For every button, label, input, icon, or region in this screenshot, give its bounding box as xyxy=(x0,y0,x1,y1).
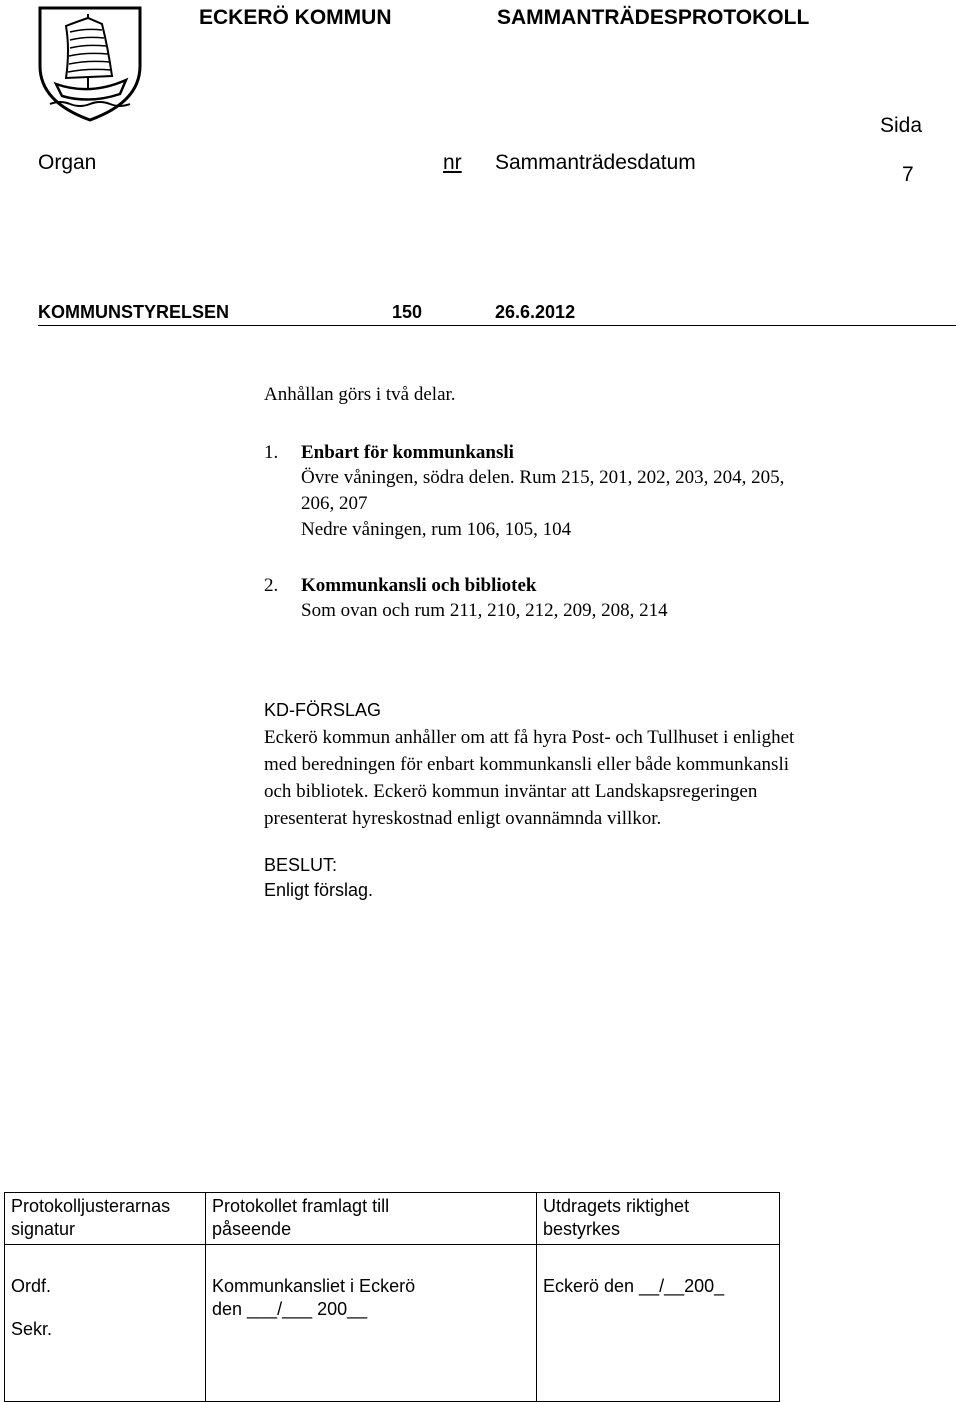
proposal-line: Eckerö kommun anhåller om att få hyra Post- och Tullhuset i enlighet xyxy=(264,727,795,748)
item-1-line: Övre våningen, södra delen. Rum 215, 201, 202, 203, 204, 205, xyxy=(301,467,785,488)
date-label: Sammanträdesdatum xyxy=(495,151,696,174)
item-1-title: Enbart för kommunkansli xyxy=(301,442,514,463)
footer-certified-label-1: Utdragets riktighet xyxy=(543,1196,690,1216)
municipality-name: ECKERÖ KOMMUN xyxy=(199,6,392,29)
footer-posted-cell xyxy=(206,1245,537,1402)
proposal-line: och bibliotek. Eckerö kommun inväntar att Landskapsregeringen xyxy=(264,781,758,802)
footer-header-certified xyxy=(537,1193,780,1245)
footer-posted-label-1: Protokollet framlagt till xyxy=(212,1196,390,1216)
posted-location: Kommunkansliet i Eckerö xyxy=(212,1276,416,1296)
footer-posted-label-2: påseende xyxy=(212,1219,292,1239)
item-2-title: Kommunkansli och bibliotek xyxy=(301,575,537,596)
footer-signature-cell xyxy=(5,1245,206,1402)
meta-number: 150 xyxy=(392,302,423,322)
signature-table xyxy=(4,1192,780,1402)
meta-organ: KOMMUNSTYRELSEN xyxy=(38,302,230,322)
organ-label: Organ xyxy=(38,151,97,174)
certified-date: Eckerö den __/__200_ xyxy=(543,1276,725,1296)
secretary-label: Sekr. xyxy=(11,1319,53,1339)
item-1-number: 1. xyxy=(264,442,279,463)
chair-label: Ordf. xyxy=(11,1276,52,1296)
footer-certified-label-2: bestyrkes xyxy=(543,1219,621,1239)
document-type: SAMMANTRÄDESPROTOKOLL xyxy=(497,6,810,29)
posted-date: den ___/___ 200__ xyxy=(212,1299,368,1319)
proposal-line: med beredningen för enbart kommunkansli eller både kommunkansli xyxy=(264,754,789,775)
decision-text: Enligt förslag. xyxy=(264,880,374,900)
intro-text: Anhållan görs i två delar. xyxy=(264,384,456,405)
nr-label: nr xyxy=(443,151,462,174)
footer-signature-label: Protokolljusterarnas signatur xyxy=(11,1196,171,1239)
proposal-line: presenterat hyreskostnad enligt ovannämnda villkor. xyxy=(264,808,662,829)
item-1-line: Nedre våningen, rum 106, 105, 104 xyxy=(301,519,572,540)
ship-coat-of-arms-icon xyxy=(36,4,144,124)
meta-divider xyxy=(38,325,956,326)
proposal-heading: KD-FÖRSLAG xyxy=(264,700,382,720)
footer-header-posted xyxy=(206,1193,537,1245)
page-label: Sida xyxy=(880,114,923,137)
decision-heading: BESLUT: xyxy=(264,855,338,875)
item-2-line: Som ovan och rum 211, 210, 212, 209, 208, 214 xyxy=(301,600,668,621)
page-number: 7 xyxy=(902,163,914,186)
footer-certified-cell xyxy=(537,1245,780,1402)
item-1-line: 206, 207 xyxy=(301,493,368,514)
meta-date: 26.6.2012 xyxy=(495,302,576,322)
footer-header-signature xyxy=(5,1193,206,1245)
item-2-number: 2. xyxy=(264,575,279,596)
